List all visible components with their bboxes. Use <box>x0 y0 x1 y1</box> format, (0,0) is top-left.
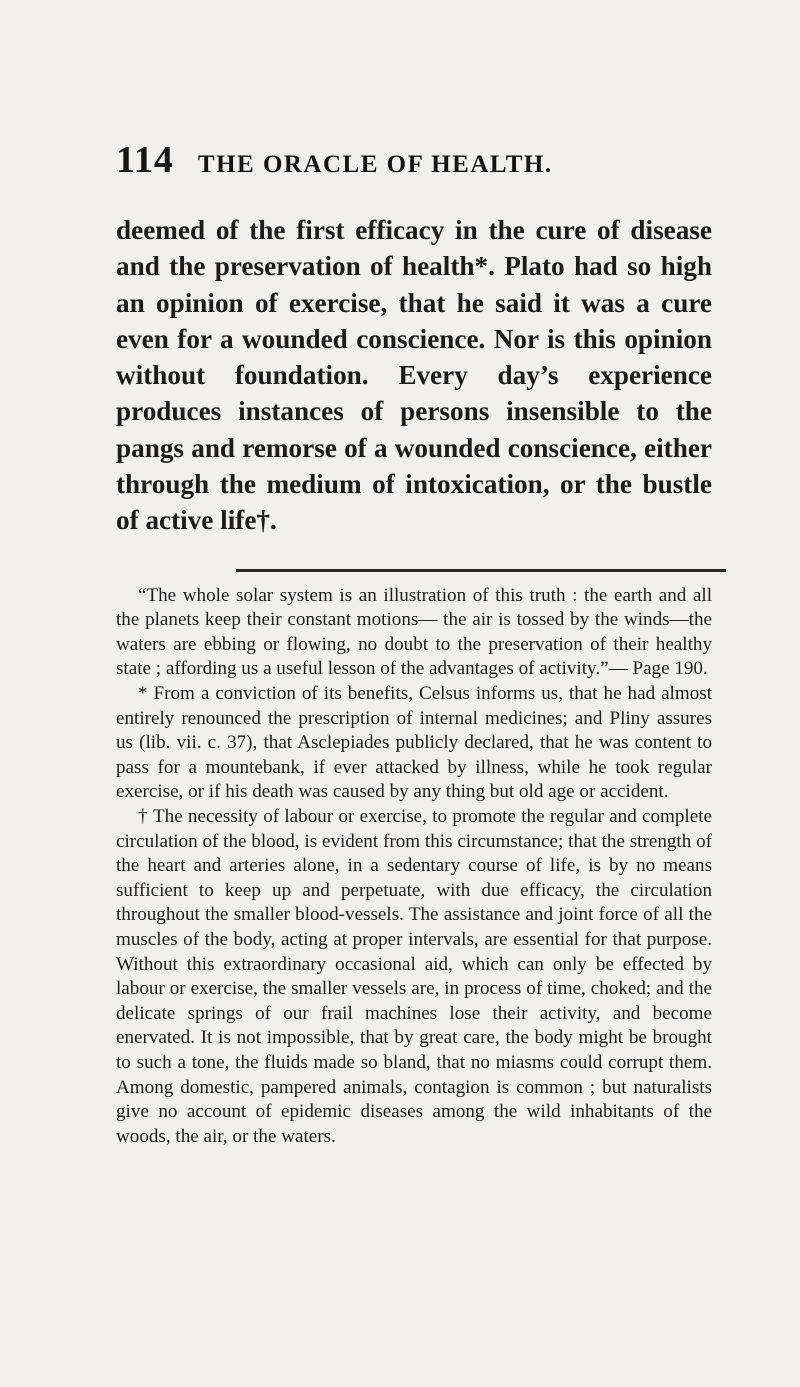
page-header <box>116 138 712 182</box>
footnote-asterisk: * From a conviction of its benefits, Celsus informs us, that he had almost entirely renounced the prescription of internal medicines; and Pliny assures us (lib. vii. c. 37), that Asclepiades publicly declared, that he was content to pass for a mountebank, if ever attacked by illness, while he took regular exercise, or if his death was caused by any thing but old age or accident. <box>116 683 712 803</box>
footnote-divider <box>236 569 726 572</box>
main-paragraph: deemed of the first efficacy in the cure of disease and the preservation of health*. Plato had so high an opinion of exercise, that he said it was a cure even for a wounded conscience. Nor is this opinion without foundation. Every day’s experience produces instances of persons insensible to the pangs and remorse of a wounded conscience, either through the medium of intoxication, or the bustle of active life†. <box>116 215 712 536</box>
running-title: THE ORACLE OF HEALTH. <box>197 151 553 178</box>
page-number: 114 <box>116 139 174 181</box>
footnote-quote: “The whole solar system is an illustration of this truth : the earth and all the planets keep their constant motions— the air is tossed by the winds—the waters are ebbing or flowing, no doubt to the preservation of their healthy state ; affording us a useful lesson of the advantages of activity.”— Page 190. <box>116 584 712 680</box>
footnotes <box>116 584 712 1150</box>
footnote-dagger: † The necessity of labour or exercise, to promote the regular and complete circulation of the blood, is evident from this circumstance; that the strength of the heart and arteries alone, in a sedentary course of life, is by no means sufficient to keep up and perpetuate, with due efficacy, the circulation throughout the smaller blood-vessels. The assistance and joint force of all the muscles of the body, acting at proper intervals, are essential for that purpose. Without this extraordinary occasional aid, which can only be effected by labour or exercise, the smaller vessels are, in process of time, choked; and the delicate springs of our frail machines lose their activity, and become enervated. It is not impossible, that by great care, the body might be brought to such a tone, the fluids made so bland, that no miasms could corrupt them. Among domestic, pampered animals, contagion is common ; but naturalists give no account of epidemic diseases among the wild inhabitants of the woods, the air, or the waters. <box>116 806 712 1147</box>
